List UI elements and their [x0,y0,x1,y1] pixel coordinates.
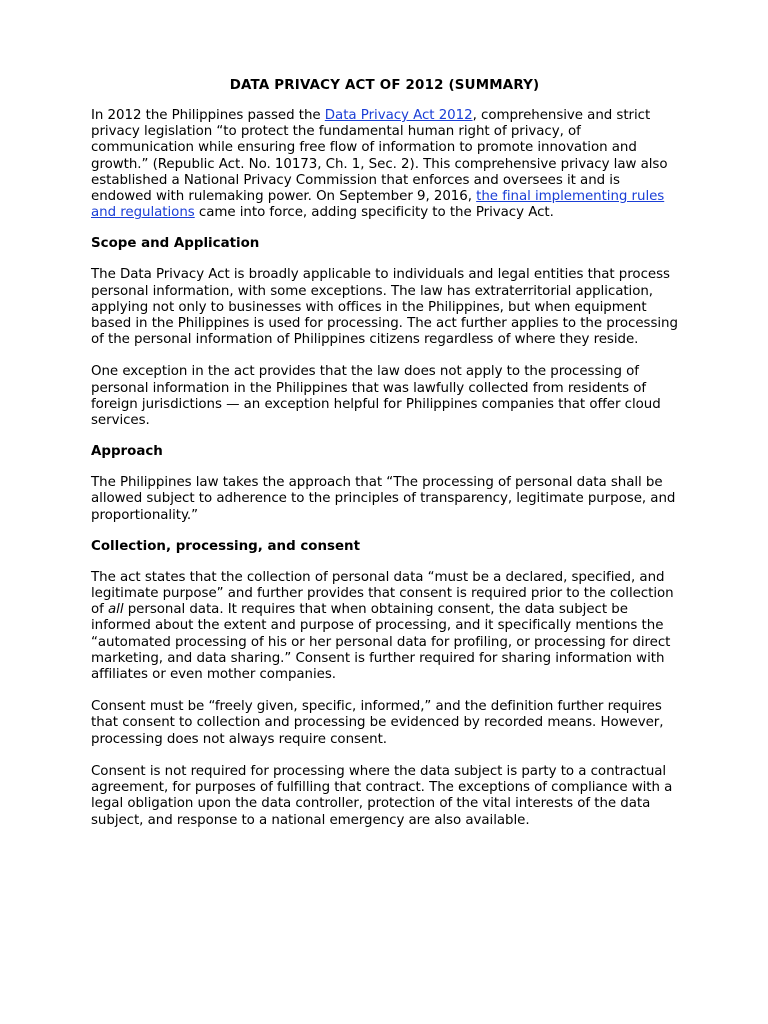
intro-paragraph [91,108,678,221]
consent-paragraph-3: Consent is not required for processing where the data subject is party to a contractual agreement, for purposes of fulfilling that contract. The exceptions of compliance with a legal obligation upon the data controller, protection of the vital interests of the data subject, and response to a national emergency are also available. [91,763,673,828]
approach-paragraph: The Philippines law takes the approach that “The processing of personal data shall be allowed subject to adherence to the principles of transparency, legitimate purpose, and proportionality.” [91,475,676,523]
consent-text-b: personal data. It requires that when obtaining consent, the data subject be informed about the extent and purpose of processing, and it specifically mentions the “automated processing of his or her personal data for profiling, or processing for direct marketing, and data sharing.” Consent is further required for sharing information with affiliates or even mother companies. [91,602,671,683]
intro-text-1: In 2012 the Philippines passed the [91,108,325,123]
scope-paragraph-2: One exception in the act provides that the law does not apply to the processing of personal information in the Philippines that was lawfully collected from residents of foreign jurisdictions — an exception helpful for Philippines companies that offer cloud services. [91,364,661,429]
intro-text-2: , comprehensive and strict privacy legislation “to protect the fundamental human right of privacy, of communication while ensuring free flow of information to promote innovation and growth.” (Republic Act. No. 10173, Ch. 1, Sec. 2). This comprehensive privacy law also established a National Privacy Commission that enforces and oversees it and is endowed with rulemaking power. On September 9, 2016, [91,108,668,205]
consent-text-a: The act states that the collection of personal data “must be a declared, specified, and legitimate purpose” and further provides that consent is required prior to the collection of [91,569,674,618]
consent-paragraph-1 [91,570,678,683]
data-privacy-act-link[interactable]: Data Privacy Act 2012 [324,108,473,123]
consent-emphasis: all [108,602,124,618]
implementing-rules-link[interactable]: the final implementing rules and regulations [91,189,665,221]
scope-heading: Scope and Application [91,236,260,252]
intro-text-3: came into force, adding specificity to the Privacy Act. [194,205,554,221]
approach-heading: Approach [91,444,163,460]
scope-paragraph-1: The Data Privacy Act is broadly applicable to individuals and legal entities that process personal information, with some exceptions. The law has extraterritorial application, applying not only to businesses with offices in the Philippines, but when equipment based in the Philippines is used for processing. The act further applies to the processing of the personal information of Philippines citizens regardless of where they reside. [91,267,678,348]
consent-paragraph-2: Consent must be “freely given, specific, informed,” and the definition further requires that consent to collection and processing be evidenced by recorded means. However, processing does not always require consent. [91,699,664,747]
document-title: DATA PRIVACY ACT OF 2012 (SUMMARY) [229,78,540,93]
consent-heading: Collection, processing, and consent [91,538,360,554]
